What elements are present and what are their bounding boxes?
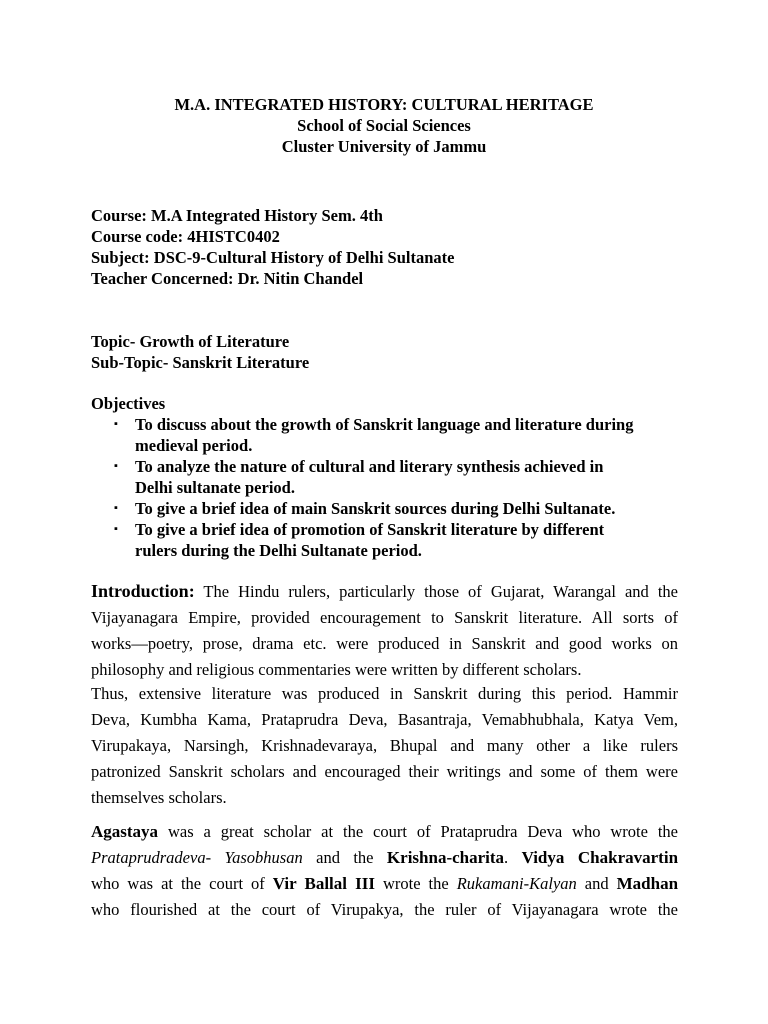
course-line: Course: M.A Integrated History Sem. 4th [91,206,383,225]
paragraph-line: who flourished at the court of Virupakya, the ruler of Vijayanagara wrote the [91,900,678,919]
square-bullet-icon: ▪ [114,418,118,430]
list-item-text: To give a brief idea of promotion of Sanskrit literature by different [135,520,605,539]
list-item-text: To give a brief idea of main Sanskrit sources during Delhi Sultanate. [135,499,616,518]
list-item [91,519,691,561]
objectives-section [91,393,691,561]
school-name: School of Social Sciences [297,116,471,135]
paragraph-line: Prataprudradeva- Yasobhusan and the Krishna-charita. Vidya Chakravartin [91,848,679,867]
university-name: Cluster University of Jammu [281,137,487,156]
ruler-name: Vir Ballal III [272,874,375,893]
document-header [0,94,768,157]
scholar-name: Vidya Chakravartin [521,848,679,867]
square-bullet-icon: ▪ [114,523,118,535]
paragraph-line: works—poetry, prose, drama etc. were produced in Sanskrit and good works on [91,634,678,653]
list-item [91,498,691,519]
paragraph-line: Vijayanagara Empire, provided encouragement to Sanskrit literature. All sorts of [91,608,678,627]
paragraph-line: Thus, extensive literature was produced in Sanskrit during this period. Hammir [91,684,678,703]
teacher-line: Teacher Concerned: Dr. Nitin Chandel [91,269,364,288]
rulers-paragraph [91,681,678,811]
paragraph-line: philosophy and religious commentaries were written by different scholars. [91,660,582,679]
list-item-text: To discuss about the growth of Sanskrit language and literature during [135,415,634,434]
scholars-paragraph [91,819,678,923]
work-title: Prataprudradeva- Yasobhusan [91,848,303,867]
paragraph-line: who was at the court of Vir Ballal III wrote the Rukamani-Kalyan and Madhan [91,874,679,893]
topic-block [91,331,309,373]
list-item-text: Delhi sultanate period. [135,478,295,497]
list-item [91,414,691,456]
paragraph-line: patronized Sanskrit scholars and encouraged their writings and some of them were [91,762,678,781]
square-bullet-icon: ▪ [114,502,118,514]
paragraph-line: Agastaya was a great scholar at the court of Prataprudra Deva who wrote the [91,822,678,841]
scholar-name: Madhan [616,874,679,893]
course-code-line: Course code: 4HISTC0402 [91,227,280,246]
topic-line: Topic- Growth of Literature [91,332,290,351]
list-item-text: To analyze the nature of cultural and literary synthesis achieved in [135,457,604,476]
program-title: M.A. INTEGRATED HISTORY: CULTURAL HERITAGE [174,95,594,114]
list-item [91,456,691,498]
paragraph-line: Introduction: The Hindu rulers, particularly those of Gujarat, Warangal and the [91,581,678,601]
paragraph-line: themselves scholars. [91,788,227,807]
subject-line: Subject: DSC-9-Cultural History of Delhi Sultanate [91,248,455,267]
introduction-label: Introduction: [91,581,195,601]
objectives-list [91,414,691,561]
square-bullet-icon: ▪ [114,460,118,472]
work-title: Krishna-charita [386,848,505,867]
paragraph-line: Deva, Kumbha Kama, Prataprudra Deva, Basantraja, Vemabhubhala, Katya Vem, [91,710,678,729]
work-title: Rukamani-Kalyan [456,874,577,893]
list-item-text: medieval period. [135,436,253,455]
course-details [91,205,454,289]
paragraph-line: Virupakaya, Narsingh, Krishnadevaraya, Bhupal and many other a like rulers [91,736,678,755]
scholar-name: Agastaya [91,822,159,841]
objectives-heading: Objectives [91,394,166,413]
introduction-paragraph [91,578,678,683]
subtopic-line: Sub-Topic- Sanskrit Literature [91,353,310,372]
list-item-text: rulers during the Delhi Sultanate period. [135,541,422,560]
